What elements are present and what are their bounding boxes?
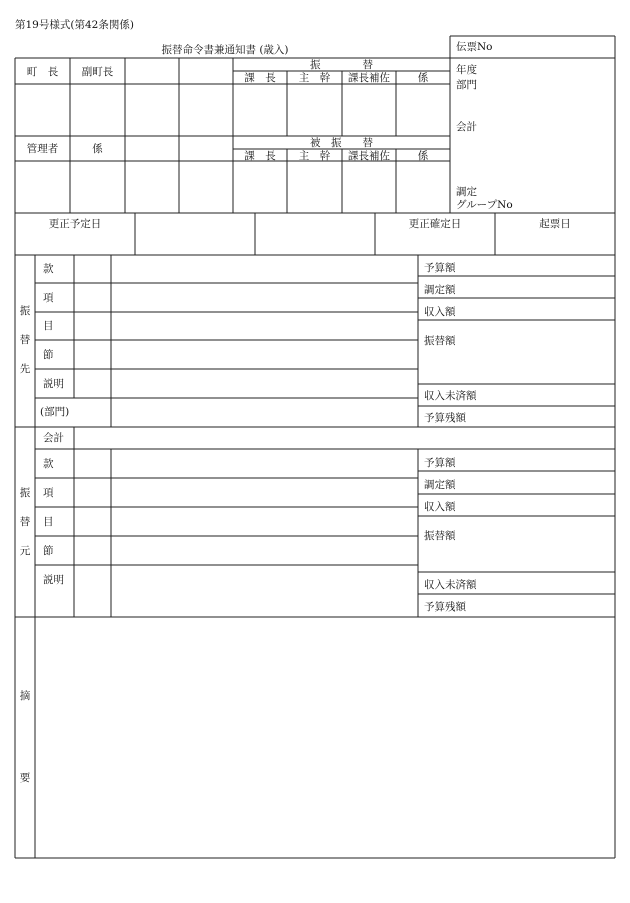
- src-row-kou: 項: [43, 487, 54, 499]
- dest-row-kou: 項: [43, 292, 54, 304]
- src-label-3: 元: [19, 545, 31, 557]
- chotei-label: 調定: [456, 186, 477, 198]
- dest-row-setsu: 節: [43, 349, 54, 361]
- dest-row-kan: 款: [43, 263, 54, 275]
- src-row-setsu: 節: [43, 545, 54, 557]
- kakari-label-2: 係: [92, 143, 103, 155]
- kachou-hosa-label-2: 課長補佐: [348, 150, 390, 162]
- shukan-label-2: 主 幹: [298, 150, 331, 162]
- hi-furikae-header: 被 振 替: [310, 137, 373, 149]
- kachou-label-2: 課 長: [244, 150, 276, 162]
- src-misai: 収入未済額: [424, 579, 477, 591]
- src-shunyu: 収入額: [424, 501, 456, 513]
- furikae-header: 振 替: [310, 59, 373, 71]
- kousei-yotei-label: 更正予定日: [48, 218, 102, 230]
- summary-label-2: 要: [19, 772, 31, 784]
- kachou-label: 課 長: [244, 72, 276, 84]
- kanrisha-label: 管理者: [26, 143, 59, 155]
- kakari-label: 係: [417, 72, 429, 84]
- src-row-kan: 款: [43, 458, 54, 470]
- form-title: 振替命令書兼通知書 (歳入): [161, 44, 289, 56]
- group-no-label: グループNo: [456, 199, 513, 211]
- dest-yosan: 予算額: [424, 262, 456, 274]
- kousei-kakutei-label: 更正確定日: [408, 218, 462, 230]
- dest-label-1: 振: [19, 305, 31, 317]
- dest-row-setsumei: 説明: [43, 378, 64, 390]
- src-yosan: 予算額: [424, 457, 456, 469]
- src-furikae: 振替額: [424, 530, 456, 542]
- dest-label-2: 替: [19, 334, 31, 346]
- kachou-hosa-label: 課長補佐: [348, 72, 390, 84]
- nendo-label: 年度: [456, 64, 477, 76]
- src-row-moku: 目: [43, 516, 54, 528]
- kihyou-label: 起票日: [539, 218, 571, 230]
- dest-shunyu: 収入額: [424, 306, 456, 318]
- fukuchou-label: 副町長: [81, 66, 114, 78]
- summary-label-1: 摘: [19, 690, 31, 702]
- dest-misai: 収入未済額: [424, 390, 477, 402]
- dest-row-moku: 目: [43, 320, 54, 332]
- bumon-label: 部門: [456, 79, 477, 91]
- dest-bumon: (部門): [40, 406, 70, 418]
- dest-chotei: 調定額: [424, 284, 456, 296]
- denpyo-no-label: 伝票No: [456, 41, 493, 53]
- kaikei-label: 会計: [456, 121, 477, 133]
- src-zangaku: 予算残額: [424, 601, 466, 613]
- src-label-1: 振: [19, 487, 31, 499]
- src-row-setsumei: 説明: [43, 574, 64, 586]
- chou-label: 町 長: [26, 66, 59, 78]
- dest-zangaku: 予算残額: [424, 412, 466, 424]
- dest-label-3: 先: [19, 363, 31, 375]
- shukan-label: 主 幹: [298, 72, 331, 84]
- src-kaikei: 会計: [43, 432, 64, 444]
- dest-furikae: 振替額: [424, 335, 456, 347]
- form-number: 第19号様式(第42条関係): [15, 19, 134, 31]
- src-label-2: 替: [19, 516, 31, 528]
- src-chotei: 調定額: [424, 479, 456, 491]
- kakari-label-3: 係: [417, 150, 429, 162]
